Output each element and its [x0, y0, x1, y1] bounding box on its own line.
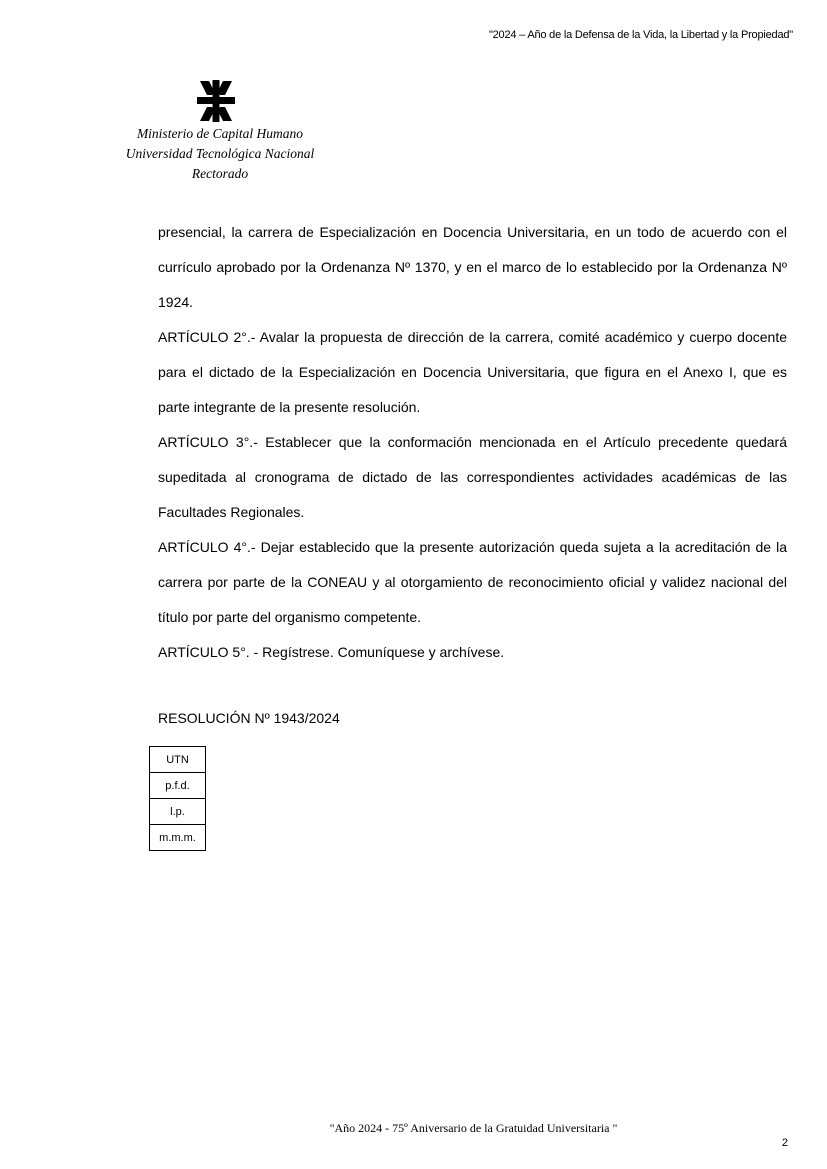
university-name: Universidad Tecnológica Nacional [125, 146, 315, 161]
ministry-name: Ministerio de Capital Humano [136, 126, 304, 141]
office-name: Rectorado [191, 166, 249, 181]
article-5: ARTÍCULO 5°. - Regístrese. Comuníquese y archívese. [158, 644, 505, 660]
document-body [158, 215, 787, 670]
initials-cell: UTN [150, 747, 206, 773]
page-number: 2 [781, 1137, 788, 1149]
initials-table [149, 746, 206, 851]
institution-letterhead [100, 124, 340, 184]
article-2: ARTÍCULO 2°.- Avalar la propuesta de dirección de la carrera, comité académico y cuerpo docente para el dictado de la Especialización en Docencia Universitaria, que figura en el Anexo I, que es parte integrante de la presente resolución. [158, 329, 787, 415]
header-motto: "2024 – Año de la Defensa de la Vida, la Libertad y la Propiedad" [488, 29, 793, 41]
article-3: ARTÍCULO 3°.- Establecer que la conformación mencionada en el Artículo precedente quedará supeditada al cronograma de dictado de las correspondientes actividades académicas de las Facultades Regionales. [158, 434, 787, 520]
initials-cell: l.p. [150, 799, 206, 825]
article-4: ARTÍCULO 4°.- Dejar establecido que la presente autorización queda sujeta a la acreditación de la carrera por parte de la CONEAU y al otorgamiento de reconocimiento oficial y validez nacional del título por parte del organismo competente. [158, 539, 787, 625]
paragraph-continuation: presencial, la carrera de Especialización en Docencia Universitaria, en un todo de acuerdo con el currículo aprobado por la Ordenanza Nº 1370, y en el marco de lo establecido por la Ordenanza Nº 1924. [158, 224, 787, 310]
initials-cell: p.f.d. [150, 773, 206, 799]
footer-motto: "Año 2024 - 75º Aniversario de la Gratuidad Universitaria " [329, 1121, 618, 1135]
resolution-number: RESOLUCIÓN Nº 1943/2024 [158, 710, 340, 726]
initials-cell: m.m.m. [150, 825, 206, 851]
footer [0, 1119, 827, 1137]
utn-logo-icon [197, 80, 235, 122]
